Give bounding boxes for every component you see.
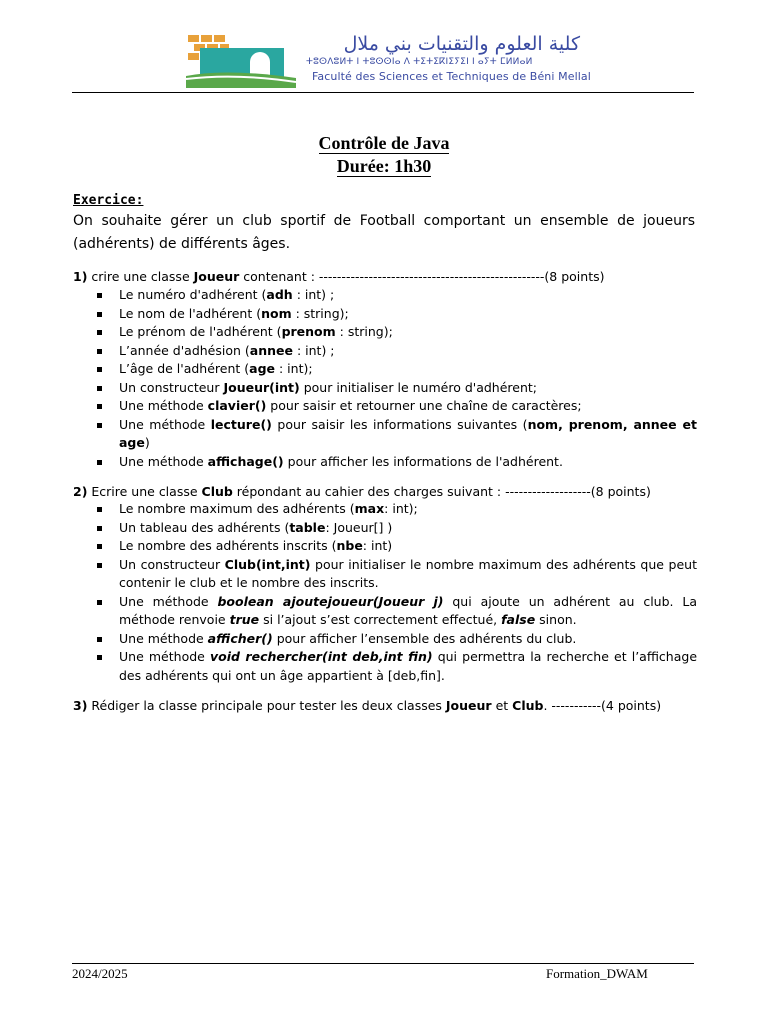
list-item: Le nom de l'adhérent (nom : string); — [73, 305, 697, 324]
list-item: Une méthode clavier() pour saisir et retourner une chaîne de caractères; — [73, 397, 697, 416]
header-faculty-name: Faculté des Sciences et Techniques de Béni Mellal — [312, 70, 591, 83]
exercise-heading: Exercice: — [73, 193, 144, 208]
header-tifinagh-name: ⵜⵓⵙⴷⵓⵍⵜ ⵏ ⵜⵓⵙⵙⵏⴰ ⴷ ⵜⵉⵜⵉⴽⵏⵉⵢⵉⵏ ⵏ ⴰⵢⵜ ⵎⵍⵍⴰⵍ — [306, 57, 533, 67]
list-item: Une méthode afficher() pour afficher l’ensemble des adhérents du club. — [73, 630, 697, 649]
list-item: Le numéro d'adhérent (adh : int) ; — [73, 286, 697, 305]
document-title: Contrôle de Java — [318, 133, 450, 153]
list-item: Le nombre maximum des adhérents (max: int); — [73, 500, 697, 519]
footer-year: 2024/2025 — [72, 966, 128, 981]
list-item: Un constructeur Club(int,int) pour initialiser le nombre maximum des adhérents que peut contenir le club et le nombre des inscrits. — [73, 556, 697, 593]
list-item: Une méthode boolean ajoutejoueur(Joueur j) qui ajoute un adhérent au club. La méthode renvoie true si l’ajout s’est correctement effectué, false sinon. — [73, 593, 697, 630]
question-2: 2) Ecrire une classe Club répondant au cahier des charges suivant : -------------------(8 points) — [73, 484, 651, 499]
question-1: 1) crire une classe Joueur contenant : --------------------------------------------------(8 points) — [73, 269, 605, 284]
header-divider — [72, 92, 694, 93]
duration-title: Durée: 1h30 — [336, 156, 432, 176]
question-2-list — [73, 500, 697, 685]
question-1-list — [73, 286, 697, 471]
list-item: Le nombre des adhérents inscrits (nbe: int) — [73, 537, 697, 556]
list-item: L’année d'adhésion (annee : int) ; — [73, 342, 697, 361]
list-item: Une méthode affichage() pour afficher les informations de l'adhérent. — [73, 453, 697, 472]
list-item: Un constructeur Joueur(int) pour initialiser le numéro d'adhérent; — [73, 379, 697, 398]
footer-formation: Formation_DWAM — [546, 966, 648, 981]
exercise-intro: On souhaite gérer un club sportif de Football comportant un ensemble de joueurs (adhérents) de différents âges. — [73, 213, 695, 252]
footer-divider — [72, 963, 694, 964]
header-arabic-name: كلية العلوم والتقنيات بني ملال — [343, 33, 580, 55]
list-item: Un tableau des adhérents (table: Joueur[] ) — [73, 519, 697, 538]
question-3: 3) Rédiger la classe principale pour tester les deux classes Joueur et Club. -----------(4 points) — [73, 698, 662, 713]
list-item: Une méthode void rechercher(int deb,int fin) qui permettra la recherche et l’affichage des adhérents qui ont un âge appartient à [deb,fin]. — [73, 648, 697, 685]
list-item: Une méthode lecture() pour saisir les informations suivantes (nom, prenom, annee et age) — [73, 416, 697, 453]
list-item: Le prénom de l'adhérent (prenom : string); — [73, 323, 697, 342]
list-item: L’âge de l'adhérent (age : int); — [73, 360, 697, 379]
faculty-logo — [186, 32, 296, 88]
